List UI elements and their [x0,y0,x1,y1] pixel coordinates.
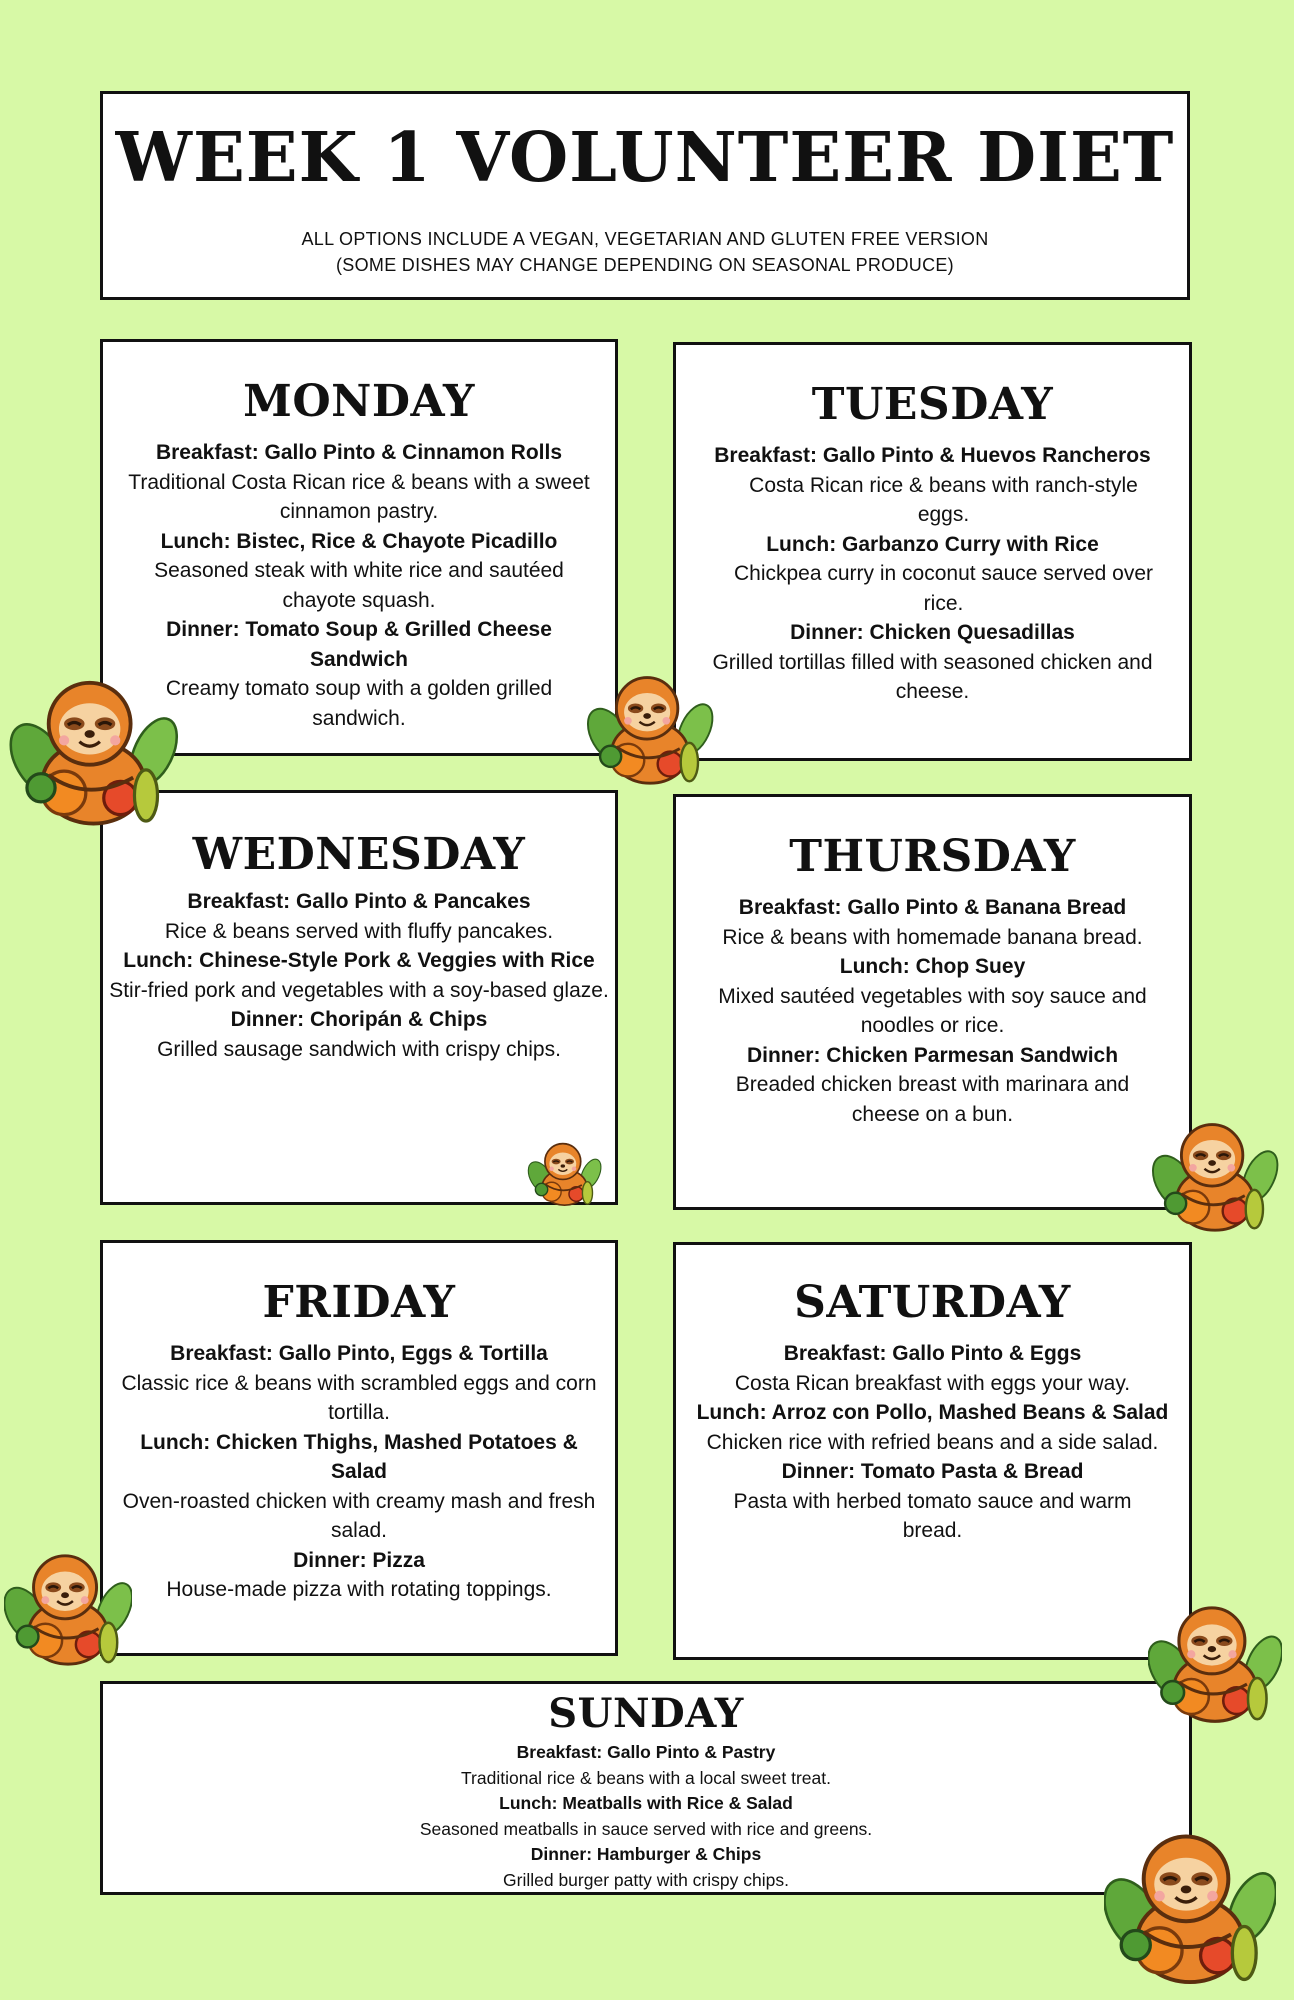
dinner-label: Dinner: Chicken Quesadillas [790,621,1075,644]
dinner-label: Dinner: Pizza [293,1548,425,1572]
breakfast-label: Breakfast: Gallo Pinto & Cinnamon Rolls [155,441,563,464]
page-title: WEEK 1 VOLUNTEER DIET [115,118,1175,198]
breakfast-label: Breakfast: Gallo Pinto, Eggs & Tortilla [170,1342,548,1365]
sloth-with-vegetables-icon [1104,1818,1276,1994]
day-title: SATURDAY [794,1277,1071,1328]
day-title: MONDAY [243,376,475,427]
dinner-label: Dinner: Tomato Soup & Grilled Cheese Sandwich [166,618,552,671]
lunch-label: Lunch: Chinese-Style Pork & Veggies with Rice [123,949,595,972]
dinner-description: Grilled sausage sandwich with crispy chips. [157,1037,561,1061]
lunch-description: Seasoned steak with white rice and sautéed chayote squash. [154,559,564,612]
day-title: SUNDAY [548,1690,744,1737]
day-card-tuesday [673,342,1192,761]
day-title: FRIDAY [262,1277,456,1328]
lunch-description: Chickpea curry in coconut sauce served over rice. [733,562,1154,615]
day-title: TUESDAY [811,379,1054,430]
dinner-label: Dinner: Tomato Pasta & Bread [781,1460,1084,1483]
breakfast-label: Breakfast: Gallo Pinto & Huevos Rancheros [714,444,1151,467]
day-title: WEDNESDAY [192,829,526,880]
dinner-description: Creamy tomato soup with a golden grilled sandwich. [165,677,553,730]
sloth-with-vegetables-icon [4,1545,132,1670]
day-title: THURSDAY [789,831,1076,882]
sloth-with-vegetables-icon [1150,1115,1280,1235]
breakfast-description: Costa Rican rice & beans with ranch-style eggs. [749,473,1138,526]
lunch-description: Mixed sautéed vegetables with soy sauce and noodles or rice. [718,984,1147,1037]
dinner-label: Dinner: Hamburger & Chips [530,1844,762,1864]
breakfast-description: Rice & beans served with fluffy pancakes. [164,919,554,943]
breakfast-label: Breakfast: Gallo Pinto & Eggs [783,1342,1082,1365]
dinner-description: Pasta with herbed tomato sauce and warm bread. [733,1489,1132,1542]
day-card-saturday [673,1242,1192,1660]
dinner-label: Dinner: Chicken Parmesan Sandwich [746,1043,1119,1067]
lunch-description: Seasoned meatballs in sauce served with rice and greens. [419,1818,873,1839]
breakfast-label: Breakfast: Gallo Pinto & Pancakes [187,890,531,913]
dinner-label: Dinner: Choripán & Chips [230,1008,488,1031]
dinner-description: Grilled tortillas filled with seasoned chicken and cheese. [712,650,1153,703]
dinner-description: Grilled burger patty with crispy chips. [503,1869,789,1890]
sloth-with-vegetables-icon [1148,1592,1282,1732]
sloth-with-vegetables-icon [585,668,715,788]
header-banner [100,91,1190,300]
breakfast-description: Classic rice & beans with scrambled eggs and corn tortilla. [121,1371,597,1424]
day-card-friday [100,1240,618,1656]
day-card-sunday [100,1681,1192,1895]
breakfast-label: Breakfast: Gallo Pinto & Banana Bread [738,896,1127,919]
breakfast-description: Rice & beans with homemade banana bread. [722,925,1143,949]
dinner-description: Breaded chicken breast with marinara and cheese on a bun. [735,1073,1130,1126]
breakfast-description: Traditional Costa Rican rice & beans with a sweet cinnamon pastry. [128,470,590,523]
dinner-description: House-made pizza with rotating toppings. [166,1578,552,1601]
lunch-label: Lunch: Garbanzo Curry with Rice [766,532,1099,556]
subtitle-line-2: (SOME DISHES MAY CHANGE DEPENDING ON SEASONAL PRODUCE) [336,255,954,275]
breakfast-label: Breakfast: Gallo Pinto & Pastry [516,1742,776,1762]
sloth-with-vegetables-icon [6,670,181,830]
breakfast-description: Costa Rican breakfast with eggs your way. [734,1371,1131,1395]
subtitle-line-1: ALL OPTIONS INCLUDE A VEGAN, VEGETARIAN AND GLUTEN FREE VERSION [301,229,989,249]
sloth-with-vegetables-icon [512,1138,617,1208]
lunch-label: Lunch: Chicken Thighs, Mashed Potatoes & Salad [140,1430,578,1483]
day-card-thursday [673,794,1192,1210]
lunch-description: Oven-roasted chicken with creamy mash and fresh salad. [122,1489,596,1542]
breakfast-description: Traditional rice & beans with a local sweet treat. [461,1767,831,1788]
lunch-label: Lunch: Bistec, Rice & Chayote Picadillo [160,529,558,553]
lunch-label: Lunch: Arroz con Pollo, Mashed Beans & Salad [696,1401,1169,1424]
lunch-label: Lunch: Meatballs with Rice & Salad [499,1793,793,1813]
lunch-description: Chicken rice with refried beans and a side salad. [706,1430,1159,1454]
lunch-label: Lunch: Chop Suey [839,955,1026,978]
lunch-description: Stir-fried pork and vegetables with a soy-based glaze. [109,978,609,1002]
